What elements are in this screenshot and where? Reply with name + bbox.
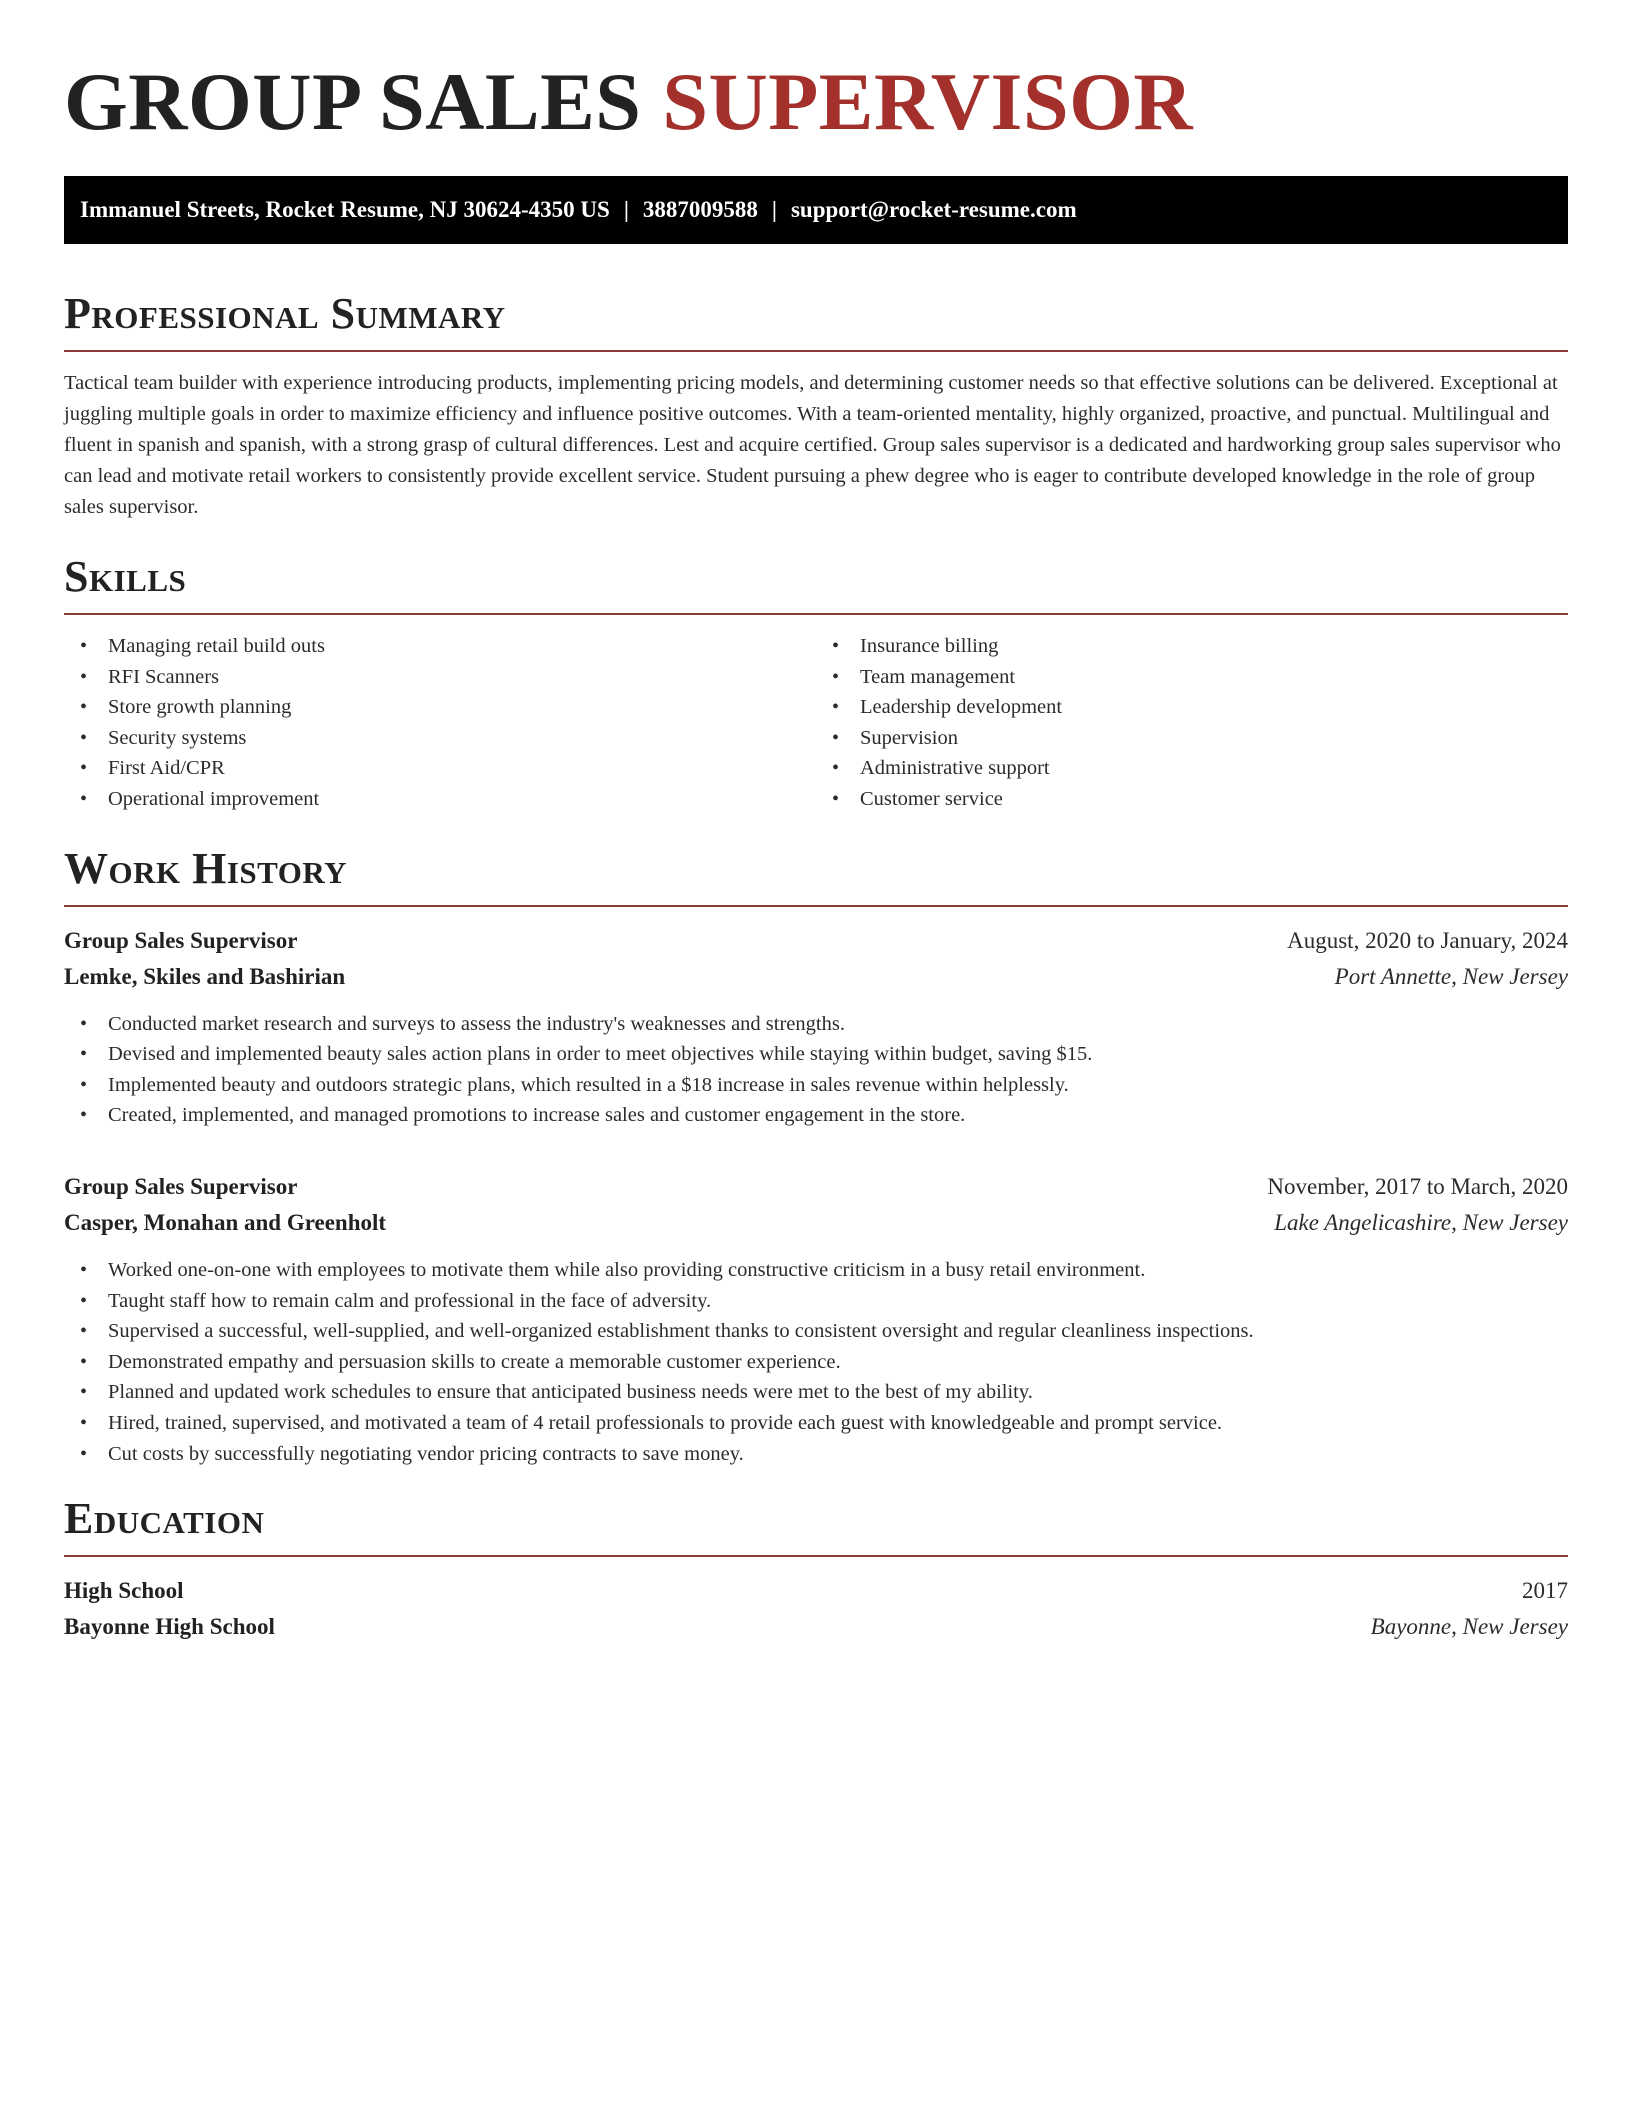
- contact-separator: |: [771, 197, 777, 222]
- skill-item: • Customer service: [816, 784, 1568, 815]
- job-title-row: [64, 923, 1568, 959]
- job-bullet: • Devised and implemented beauty sales action plans in order to meet objectives while staying within budget, saving $15.: [64, 1039, 1568, 1070]
- skill-item: • Leadership development: [816, 692, 1568, 723]
- contact-bar: [64, 176, 1568, 244]
- job-bullets: [64, 1255, 1568, 1469]
- skill-item: • Operational improvement: [64, 784, 816, 815]
- job-location: Port Annette, New Jersey: [1334, 963, 1568, 989]
- job-company-row: [64, 1205, 1568, 1241]
- skill-item: • Security systems: [64, 723, 816, 754]
- education-school-row: [64, 1609, 1568, 1645]
- title-main: GROUP SALES: [64, 56, 642, 147]
- job-bullet: • Worked one-on-one with employees to motivate them while also providing constructive criticism in a busy retail environment.: [64, 1255, 1568, 1286]
- job-company-row: [64, 959, 1568, 995]
- contact-email: support@rocket-resume.com: [790, 197, 1077, 222]
- job-dates: August, 2020 to January, 2024: [1287, 927, 1568, 953]
- education-degree: High School: [64, 1578, 184, 1604]
- job-company: Casper, Monahan and Greenholt: [64, 1209, 387, 1235]
- education-heading: Education: [64, 1493, 1568, 1557]
- education-year: 2017: [1522, 1578, 1568, 1604]
- job-bullet: • Planned and updated work schedules to ensure that anticipated business needs were met to the best of my ability.: [64, 1377, 1568, 1408]
- work-history-section: [64, 843, 1568, 1470]
- job-entry: [64, 923, 1568, 1131]
- skill-item: • Managing retail build outs: [64, 631, 816, 662]
- contact-phone: 3887009588: [642, 197, 758, 222]
- summary-text: Tactical team builder with experience introducing products, implementing pricing models, and determining customer needs so that effective solutions can be delivered. Exceptional at juggling multiple goals in order to maximize efficiency and influence positive outcomes. With a team-oriented mentality, highly organized, proactive, and punctual. Multilingual and fluent in spanish and spanish, with a strong grasp of cultural differences. Lest and acquire certified. Group sales supervisor is a dedicated and hardworking group sales supervisor who can lead and motivate retail workers to consistently provide excellent service. Student pursuing a phew degree who is eager to contribute developed knowledge in the role of group sales supervisor.: [64, 372, 1561, 518]
- skill-item: • Insurance billing: [816, 631, 1568, 662]
- job-company: Lemke, Skiles and Bashirian: [64, 963, 346, 989]
- title-accent: SUPERVISOR: [662, 56, 1194, 147]
- job-bullet: • Implemented beauty and outdoors strategic plans, which resulted in a $18 increase in sales revenue within helplessly.: [64, 1070, 1568, 1101]
- summary-heading: Professional Summary: [64, 288, 1568, 352]
- job-bullet: • Cut costs by successfully negotiating vendor pricing contracts to save money.: [64, 1439, 1568, 1470]
- education-school: Bayonne High School: [64, 1614, 275, 1640]
- skills-grid: [64, 631, 1568, 815]
- education-section: [64, 1493, 1568, 1645]
- job-bullets: [64, 1009, 1568, 1131]
- education-location: Bayonne, New Jersey: [1370, 1614, 1568, 1640]
- job-bullet: • Conducted market research and surveys to assess the industry's weaknesses and strengths.: [64, 1009, 1568, 1040]
- skill-item: • First Aid/CPR: [64, 753, 816, 784]
- job-entry: [64, 1169, 1568, 1469]
- contact-separator: |: [623, 197, 629, 222]
- skills-heading: Skills: [64, 551, 1568, 615]
- skills-column-right: [816, 631, 1568, 815]
- education-entry: [64, 1573, 1568, 1645]
- resume-title: [64, 56, 1568, 148]
- skill-item: • Administrative support: [816, 753, 1568, 784]
- skill-item: • Supervision: [816, 723, 1568, 754]
- skill-item: • Store growth planning: [64, 692, 816, 723]
- job-title-row: [64, 1169, 1568, 1205]
- skills-section: [64, 551, 1568, 815]
- contact-address: Immanuel Streets, Rocket Resume, NJ 30624-4350 US: [80, 197, 610, 222]
- job-bullet: • Hired, trained, supervised, and motivated a team of 4 retail professionals to provide each guest with knowledgeable and prompt service.: [64, 1408, 1568, 1439]
- skill-item: • Team management: [816, 662, 1568, 693]
- job-bullet: • Taught staff how to remain calm and professional in the face of adversity.: [64, 1286, 1568, 1317]
- job-title: Group Sales Supervisor: [64, 927, 298, 953]
- job-title: Group Sales Supervisor: [64, 1173, 298, 1199]
- work-history-heading: Work History: [64, 843, 1568, 907]
- job-bullet: • Created, implemented, and managed promotions to increase sales and customer engagement in the store.: [64, 1100, 1568, 1131]
- skill-item: • RFI Scanners: [64, 662, 816, 693]
- job-dates: November, 2017 to March, 2020: [1267, 1173, 1568, 1199]
- job-bullet: • Supervised a successful, well-supplied, and well-organized establishment thanks to consistent oversight and regular cleanliness inspections.: [64, 1316, 1568, 1347]
- job-location: Lake Angelicashire, New Jersey: [1274, 1209, 1568, 1235]
- job-bullet: • Demonstrated empathy and persuasion skills to create a memorable customer experience.: [64, 1347, 1568, 1378]
- skills-column-left: [64, 631, 816, 815]
- summary-section: [64, 288, 1568, 523]
- education-degree-row: [64, 1573, 1568, 1609]
